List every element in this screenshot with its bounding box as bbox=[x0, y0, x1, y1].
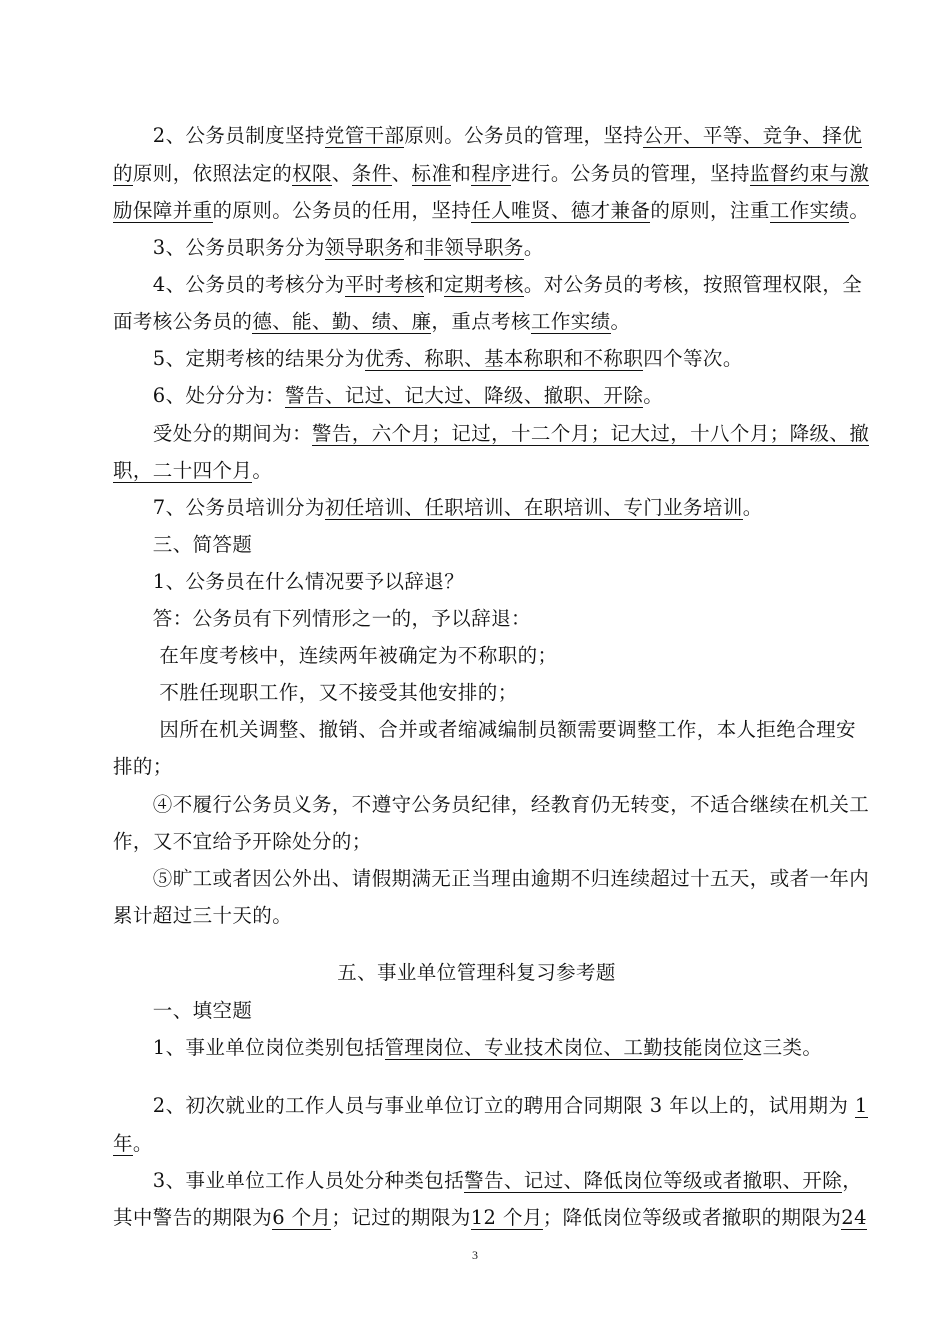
underlined-answer: 励保障并重 bbox=[113, 199, 213, 222]
underlined-answer: 优秀、称职、基本称职和不称职 bbox=[364, 347, 644, 370]
underlined-answer: 德、能、勤、绩、廉 bbox=[252, 310, 432, 333]
text-run: 。 bbox=[132, 1132, 153, 1155]
text-run: 1、公务员在什么情况要予以辞退？ bbox=[113, 570, 465, 593]
text-run: ④不履行公务员义务，不遵守公务员纪律，经教育仍无转变，不适合继续在机关工 bbox=[113, 793, 870, 816]
text-line bbox=[113, 711, 856, 748]
text-run: 的原则，注重 bbox=[650, 199, 770, 222]
text-run: 因所在机关调整、撤销、合并或者缩减编制员额需要调整工作，本人拒绝合理安 bbox=[113, 718, 856, 741]
text-run: 。 bbox=[252, 459, 273, 482]
underlined-answer: 权限 bbox=[292, 162, 332, 185]
text-run: 2、公务员制度坚持 bbox=[113, 124, 325, 147]
text-line bbox=[113, 1125, 840, 1162]
text-line bbox=[113, 377, 840, 414]
underlined-answer: 工作实绩 bbox=[530, 310, 611, 333]
text-run: 一、填空题 bbox=[113, 999, 253, 1022]
text-run: 6、处分分为： bbox=[113, 384, 286, 407]
text-run: 。对公务员的考核，按照管理权限，全 bbox=[523, 273, 863, 296]
text-run: 3、公务员职务分为 bbox=[113, 236, 325, 259]
underlined-answer: 党管干部 bbox=[324, 124, 405, 147]
text-run: 排的； bbox=[113, 755, 173, 778]
text-line bbox=[113, 823, 840, 860]
text-run: 和 bbox=[424, 273, 445, 296]
page-number: 3 bbox=[472, 1248, 478, 1262]
text-run: 在年度考核中，连续两年被确定为不称职的； bbox=[113, 644, 558, 667]
underlined-answer: 24 bbox=[841, 1206, 867, 1229]
text-run: 5、定期考核的结果分为 bbox=[113, 347, 365, 370]
text-run: 原则，依照法定的 bbox=[132, 162, 293, 185]
text-line bbox=[113, 303, 840, 340]
underlined-answer: 警告、记过、降低岗位等级或者撤职、开除 bbox=[464, 1169, 843, 1192]
text-line bbox=[113, 897, 840, 934]
text-line bbox=[113, 452, 840, 489]
underlined-answer: 警告，六个月；记过，十二个月；记大过，十八个月；降级、撤 bbox=[312, 422, 870, 445]
text-line bbox=[113, 415, 870, 452]
underlined-answer: 非领导职务 bbox=[424, 236, 524, 259]
text-line bbox=[113, 563, 840, 600]
underlined-answer: 监督约束与激 bbox=[749, 162, 870, 185]
text-run: 。 bbox=[610, 310, 631, 333]
underlined-answer: 警告、记过、记大过、降级、撤职、开除 bbox=[285, 384, 644, 407]
text-run: 。 bbox=[742, 496, 763, 519]
text-run: ⑤旷工或者因公外出、请假期满无正当理由逾期不归连续超过十五天，或者一年内 bbox=[113, 867, 870, 890]
underlined-answer: 领导职务 bbox=[324, 236, 405, 259]
text-run: 的原则。公务员的任用，坚持 bbox=[212, 199, 472, 222]
text-run: 进行。公务员的管理，坚持 bbox=[511, 162, 750, 185]
text-run: 2、初次就业的工作人员与事业单位订立的聘用合同期限 3 年以上的，试用期为 bbox=[113, 1094, 855, 1117]
text-line bbox=[113, 266, 863, 303]
text-run: 。 bbox=[523, 236, 544, 259]
text-line bbox=[113, 117, 863, 154]
text-run: 原则。公务员的管理，坚持 bbox=[404, 124, 644, 147]
underlined-answer: 1 bbox=[854, 1094, 868, 1117]
text-run: 4、公务员的考核分为 bbox=[113, 273, 345, 296]
text-run: 累计超过三十天的。 bbox=[113, 904, 293, 927]
text-run: 其中警告的期限为 bbox=[113, 1206, 273, 1229]
text-line bbox=[113, 1162, 863, 1199]
underlined-answer: 标准 bbox=[411, 162, 452, 185]
underlined-answer: 程序 bbox=[471, 162, 512, 185]
text-run: 三、简答题 bbox=[113, 533, 253, 556]
text-run: 受处分的期间为： bbox=[113, 422, 313, 445]
text-run: ， bbox=[842, 1169, 863, 1192]
underlined-answer: 初任培训、任职培训、在职培训、专门业务培训 bbox=[324, 496, 743, 519]
text-line bbox=[113, 1029, 840, 1066]
text-line bbox=[113, 786, 870, 823]
underlined-answer: 的 bbox=[113, 162, 133, 185]
text-line bbox=[113, 192, 870, 229]
text-line bbox=[113, 748, 840, 785]
text-run: 面考核公务员的 bbox=[113, 310, 253, 333]
underlined-answer: 公开、平等、竞争、择优 bbox=[643, 124, 863, 147]
text-run: 答：公务员有下列情形之一的，予以辞退： bbox=[113, 607, 531, 630]
text-line bbox=[113, 526, 840, 563]
text-run: 不胜任现职工作，又不接受其他安排的； bbox=[113, 681, 518, 704]
text-run: 作，又不宜给予开除处分的； bbox=[113, 830, 372, 853]
text-line bbox=[113, 1087, 868, 1124]
text-run: 和 bbox=[404, 236, 425, 259]
text-line bbox=[113, 860, 870, 897]
underlined-answer: 定期考核 bbox=[444, 273, 524, 296]
text-run: 这三类。 bbox=[742, 1036, 823, 1059]
text-line bbox=[113, 1199, 867, 1236]
text-run: 3、事业单位工作人员处分种类包括 bbox=[113, 1169, 465, 1192]
text-run: 四个等次。 bbox=[643, 347, 743, 370]
text-line bbox=[113, 229, 840, 266]
text-line bbox=[113, 155, 870, 192]
underlined-answer: 年 bbox=[113, 1132, 133, 1155]
text-line bbox=[113, 674, 840, 711]
underlined-answer: 6 个月 bbox=[272, 1206, 332, 1229]
underlined-answer: 条件 bbox=[351, 162, 392, 185]
text-run: 。 bbox=[849, 199, 870, 222]
text-line bbox=[113, 637, 840, 674]
text-line bbox=[113, 340, 840, 377]
text-run: ，重点考核 bbox=[431, 310, 531, 333]
text-run: 、 bbox=[391, 162, 412, 185]
text-line bbox=[113, 600, 840, 637]
text-run: 五、事业单位管理科复习参考题 bbox=[337, 961, 616, 984]
underlined-answer: 管理岗位、专业技术岗位、工勤技能岗位 bbox=[384, 1036, 743, 1059]
text-run: ；降低岗位等级或者撤职的期限为 bbox=[542, 1206, 842, 1229]
text-line bbox=[113, 489, 840, 526]
underlined-answer: 12 个月 bbox=[470, 1206, 543, 1229]
underlined-answer: 职，二十四个月 bbox=[113, 459, 253, 482]
text-run: 和 bbox=[451, 162, 472, 185]
text-run: 、 bbox=[331, 162, 352, 185]
text-run: 。 bbox=[643, 384, 664, 407]
text-run: 1、事业单位岗位类别包括 bbox=[113, 1036, 385, 1059]
section-heading bbox=[113, 954, 840, 991]
text-line bbox=[113, 992, 840, 1029]
underlined-answer: 平时考核 bbox=[344, 273, 425, 296]
underlined-answer: 工作实绩 bbox=[769, 199, 850, 222]
text-run: 7、公务员培训分为 bbox=[113, 496, 325, 519]
text-run: ；记过的期限为 bbox=[331, 1206, 471, 1229]
underlined-answer: 任人唯贤、德才兼备 bbox=[471, 199, 651, 222]
